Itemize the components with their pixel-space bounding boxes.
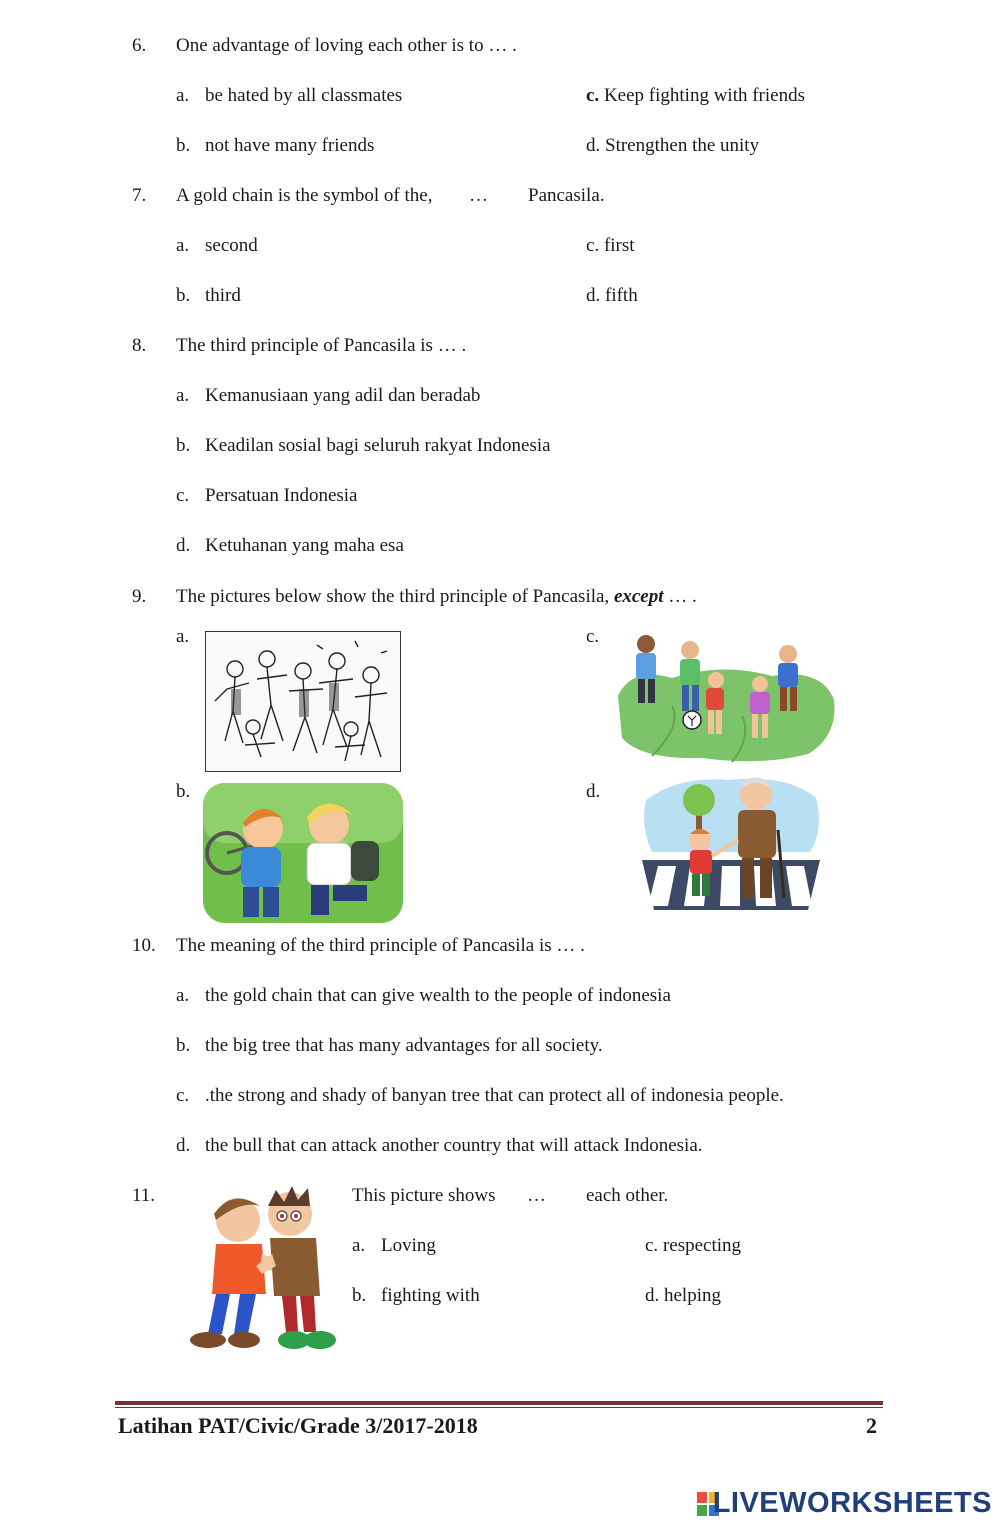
option-a-label: a.	[176, 985, 190, 1006]
option-d-text: fifth	[605, 285, 638, 306]
question-text-end: Pancasila.	[528, 185, 605, 206]
option-d	[586, 134, 759, 158]
option-c	[586, 84, 805, 108]
option-c-text: Keep fighting with friends	[603, 85, 805, 106]
option-c-label: c.	[176, 485, 190, 506]
question-text-end: each other.	[586, 1185, 669, 1206]
option-d-text: the bull that can attack another country that will attack Indonesia.	[205, 1135, 703, 1156]
option-c-text: respecting	[662, 1235, 742, 1256]
question-text: One advantage of loving each other is to … .	[176, 35, 517, 56]
question-text	[176, 585, 697, 609]
option-c-label: c.	[586, 85, 600, 106]
question-blank: …	[469, 185, 488, 206]
option-c-label: c.	[645, 1235, 659, 1256]
option-b-label: b.	[352, 1285, 367, 1306]
option-b-label: b.	[176, 435, 191, 456]
option-d-text: helping	[664, 1285, 721, 1306]
option-d-label: d.	[586, 781, 601, 802]
footer-rule-thin	[115, 1407, 883, 1408]
children-playing-football-icon	[612, 626, 838, 764]
question-text: The meaning of the third principle of Pancasila is … .	[176, 935, 585, 956]
option-c-text: Persatuan Indonesia	[205, 485, 358, 506]
option-c	[645, 1234, 741, 1258]
option-c-label: c.	[586, 235, 600, 256]
option-a-label: a.	[352, 1235, 366, 1256]
option-c-text: .the strong and shady of banyan tree that can protect all of indonesia people.	[205, 1085, 784, 1106]
option-d-text: Strengthen the unity	[605, 135, 760, 156]
question-text-start: A gold chain is the symbol of the,	[176, 185, 433, 206]
option-a-label: a.	[176, 85, 190, 106]
question-number: 10.	[132, 935, 156, 956]
children-fighting-sketch-icon	[205, 631, 401, 772]
option-a-label: a.	[176, 385, 190, 406]
boy-helping-old-man-cross-icon	[638, 770, 824, 912]
footer-title: Latihan PAT/Civic/Grade 3/2017-2018	[118, 1413, 478, 1438]
option-b-text: not have many friends	[205, 135, 375, 156]
option-d-label: d.	[645, 1285, 660, 1306]
question-number: 7.	[132, 185, 147, 206]
option-d-text: Ketuhanan yang maha esa	[205, 535, 404, 556]
question-number: 8.	[132, 335, 147, 356]
option-a-text: second	[205, 235, 258, 256]
question-blank: …	[527, 1185, 546, 1206]
option-d	[645, 1284, 721, 1308]
page-number: 2	[866, 1413, 877, 1438]
option-a-label: a.	[176, 235, 190, 256]
brand-name[interactable]: LIVEWORKSHEETS	[712, 1487, 992, 1519]
boy-helping-injured-friend-icon	[203, 783, 403, 923]
option-a-text: be hated by all classmates	[205, 85, 403, 106]
option-b-label: b.	[176, 781, 191, 802]
option-d-label: d.	[586, 285, 601, 306]
option-a-text: Loving	[381, 1235, 436, 1256]
question-text-start: This picture shows	[352, 1185, 496, 1206]
option-d	[586, 284, 638, 308]
question-text-start: The pictures below show the third principle of Pancasila,	[176, 586, 610, 607]
two-boys-fighting-icon	[186, 1184, 344, 1356]
question-emphasis: except	[613, 586, 664, 607]
option-b-text: fighting with	[381, 1285, 480, 1306]
option-d-label: d.	[176, 535, 191, 556]
question-number: 6.	[132, 35, 147, 56]
option-a-text: Kemanusiaan yang adil dan beradab	[205, 385, 481, 406]
question-text-end: … .	[668, 586, 697, 607]
option-d-label: d.	[176, 1135, 191, 1156]
option-b-label: b.	[176, 285, 191, 306]
option-a-label: a.	[176, 626, 190, 647]
option-b-text: third	[205, 285, 241, 306]
option-c	[586, 234, 635, 258]
option-c-label: c.	[176, 1085, 190, 1106]
option-a-text: the gold chain that can give wealth to the people of indonesia	[205, 985, 671, 1006]
option-b-label: b.	[176, 135, 191, 156]
option-b-text: Keadilan sosial bagi seluruh rakyat Indonesia	[205, 435, 551, 456]
question-number: 11.	[132, 1185, 156, 1206]
question-text: The third principle of Pancasila is … .	[176, 335, 467, 356]
option-c-label: c.	[586, 626, 600, 647]
option-b-label: b.	[176, 1035, 191, 1056]
footer-rule-thick	[115, 1401, 883, 1405]
option-d-label: d.	[586, 135, 601, 156]
option-c-text: first	[603, 235, 635, 256]
question-number: 9.	[132, 586, 147, 607]
option-b-text: the big tree that has many advantages for all society.	[205, 1035, 603, 1056]
